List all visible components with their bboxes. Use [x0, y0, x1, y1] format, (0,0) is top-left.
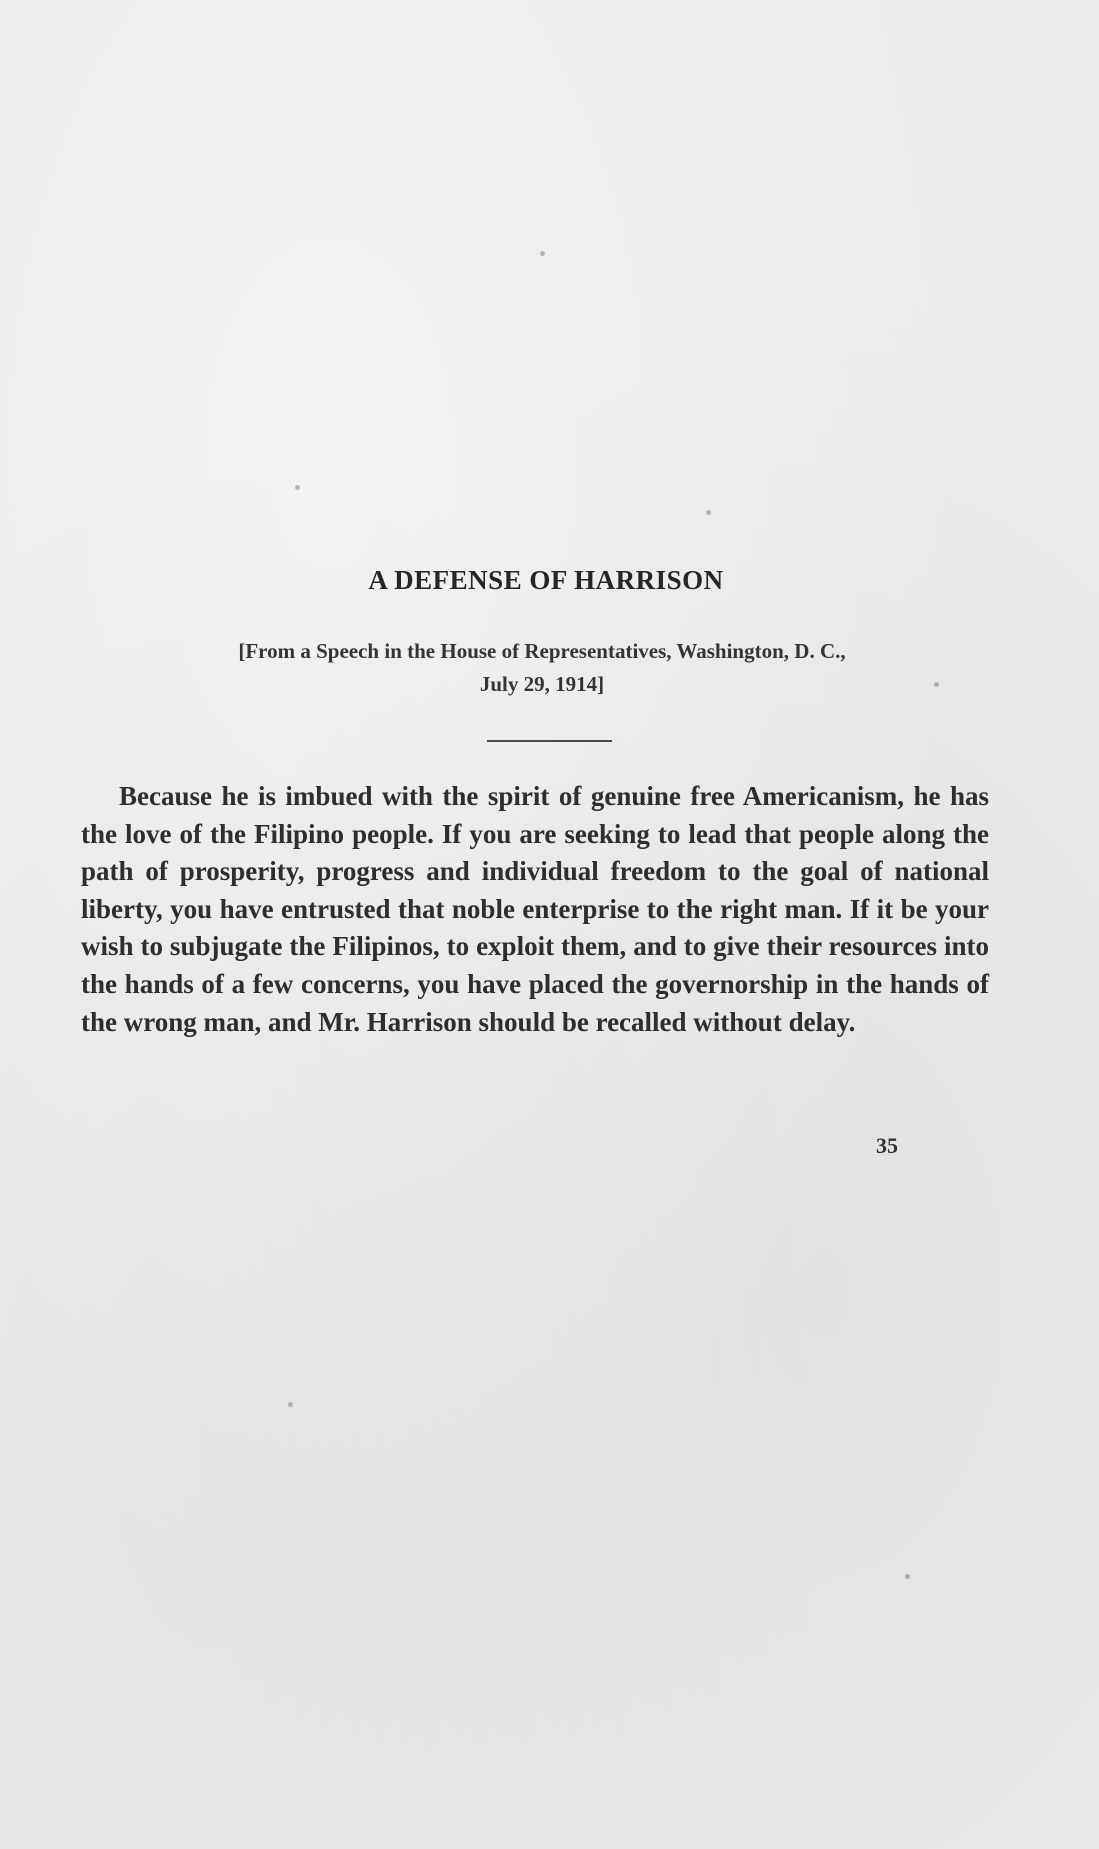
body-paragraph: Because he is imbued with the spirit of genuine free Americanism, he has the love of the Filipino people. If you are seeking to lead that people along the path of prosperity, progress and individual freedom to the goal of national liberty, you have entrusted that noble enterprise to the right man. If it be your wish to subjugate the Filipinos, to exploit them, and to give their resources into the hands of a few concerns, you have placed the governorship in the hands of the wrong man, and Mr. Harrison should be recalled without delay.	[81, 781, 989, 1037]
speck-mark	[540, 251, 545, 256]
page-title: A DEFENSE OF HARRISON	[368, 565, 724, 595]
source-citation	[81, 635, 989, 701]
speck-mark	[706, 510, 711, 515]
source-line-2: July 29, 1914]	[479, 672, 605, 696]
speck-mark	[295, 485, 300, 490]
document-content	[81, 565, 989, 1041]
speck-mark	[905, 1574, 910, 1579]
divider-rule	[487, 740, 612, 742]
page-number: 35	[876, 1133, 898, 1158]
speck-mark	[288, 1402, 293, 1407]
source-line-1: [From a Speech in the House of Representatives, Washington, D. C.,	[238, 639, 846, 663]
